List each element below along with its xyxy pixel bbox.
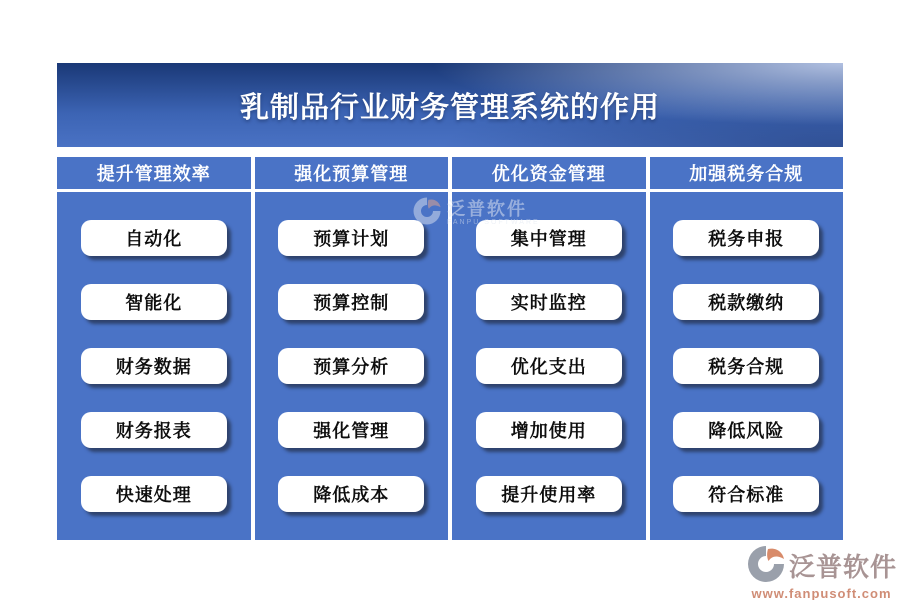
feature-pill[interactable]: 预算分析	[278, 348, 424, 384]
feature-pill[interactable]: 财务报表	[81, 412, 227, 448]
columns-area	[57, 157, 843, 540]
column-body	[650, 192, 844, 540]
footer-url: www.fanpusoft.com	[751, 586, 892, 600]
feature-pill[interactable]: 税务合规	[673, 348, 819, 384]
feature-pill[interactable]: 税款缴纳	[673, 284, 819, 320]
column-body	[452, 192, 646, 540]
feature-pill[interactable]: 降低成本	[278, 476, 424, 512]
watermark-subtitle: FANPU SOFTWARE	[447, 219, 540, 226]
column-header: 强化预算管理	[255, 157, 449, 189]
feature-pill[interactable]: 智能化	[81, 284, 227, 320]
column-body	[57, 192, 251, 540]
feature-pill[interactable]: 集中管理	[476, 220, 622, 256]
column-header: 优化资金管理	[452, 157, 646, 189]
column-budget-management	[255, 157, 449, 540]
feature-pill[interactable]: 强化管理	[278, 412, 424, 448]
feature-pill[interactable]: 提升使用率	[476, 476, 622, 512]
feature-pill[interactable]: 预算计划	[278, 220, 424, 256]
page-title: 乳制品行业财务管理系统的作用	[239, 91, 660, 124]
feature-pill[interactable]: 财务数据	[81, 348, 227, 384]
feature-pill[interactable]: 预算控制	[278, 284, 424, 320]
feature-pill[interactable]: 符合标准	[673, 476, 819, 512]
feature-pill[interactable]: 自动化	[81, 220, 227, 256]
column-management-efficiency	[57, 157, 251, 540]
footer-brand: 泛普软件	[789, 551, 898, 582]
feature-pill[interactable]: 降低风险	[673, 412, 819, 448]
footer-logo	[746, 544, 897, 600]
feature-pill[interactable]: 实时监控	[476, 284, 622, 320]
title-banner	[57, 63, 843, 147]
column-header: 加强税务合规	[650, 157, 844, 189]
column-body	[255, 192, 449, 540]
column-header: 提升管理效率	[57, 157, 251, 189]
column-fund-management	[452, 157, 646, 540]
feature-pill[interactable]: 优化支出	[476, 348, 622, 384]
feature-pill[interactable]: 增加使用	[476, 412, 622, 448]
column-tax-compliance	[650, 157, 844, 540]
feature-pill[interactable]: 快速处理	[81, 476, 227, 512]
watermark-brand: 泛普软件	[447, 199, 527, 219]
fanpu-logo-icon	[746, 544, 786, 589]
feature-pill[interactable]: 税务申报	[673, 220, 819, 256]
